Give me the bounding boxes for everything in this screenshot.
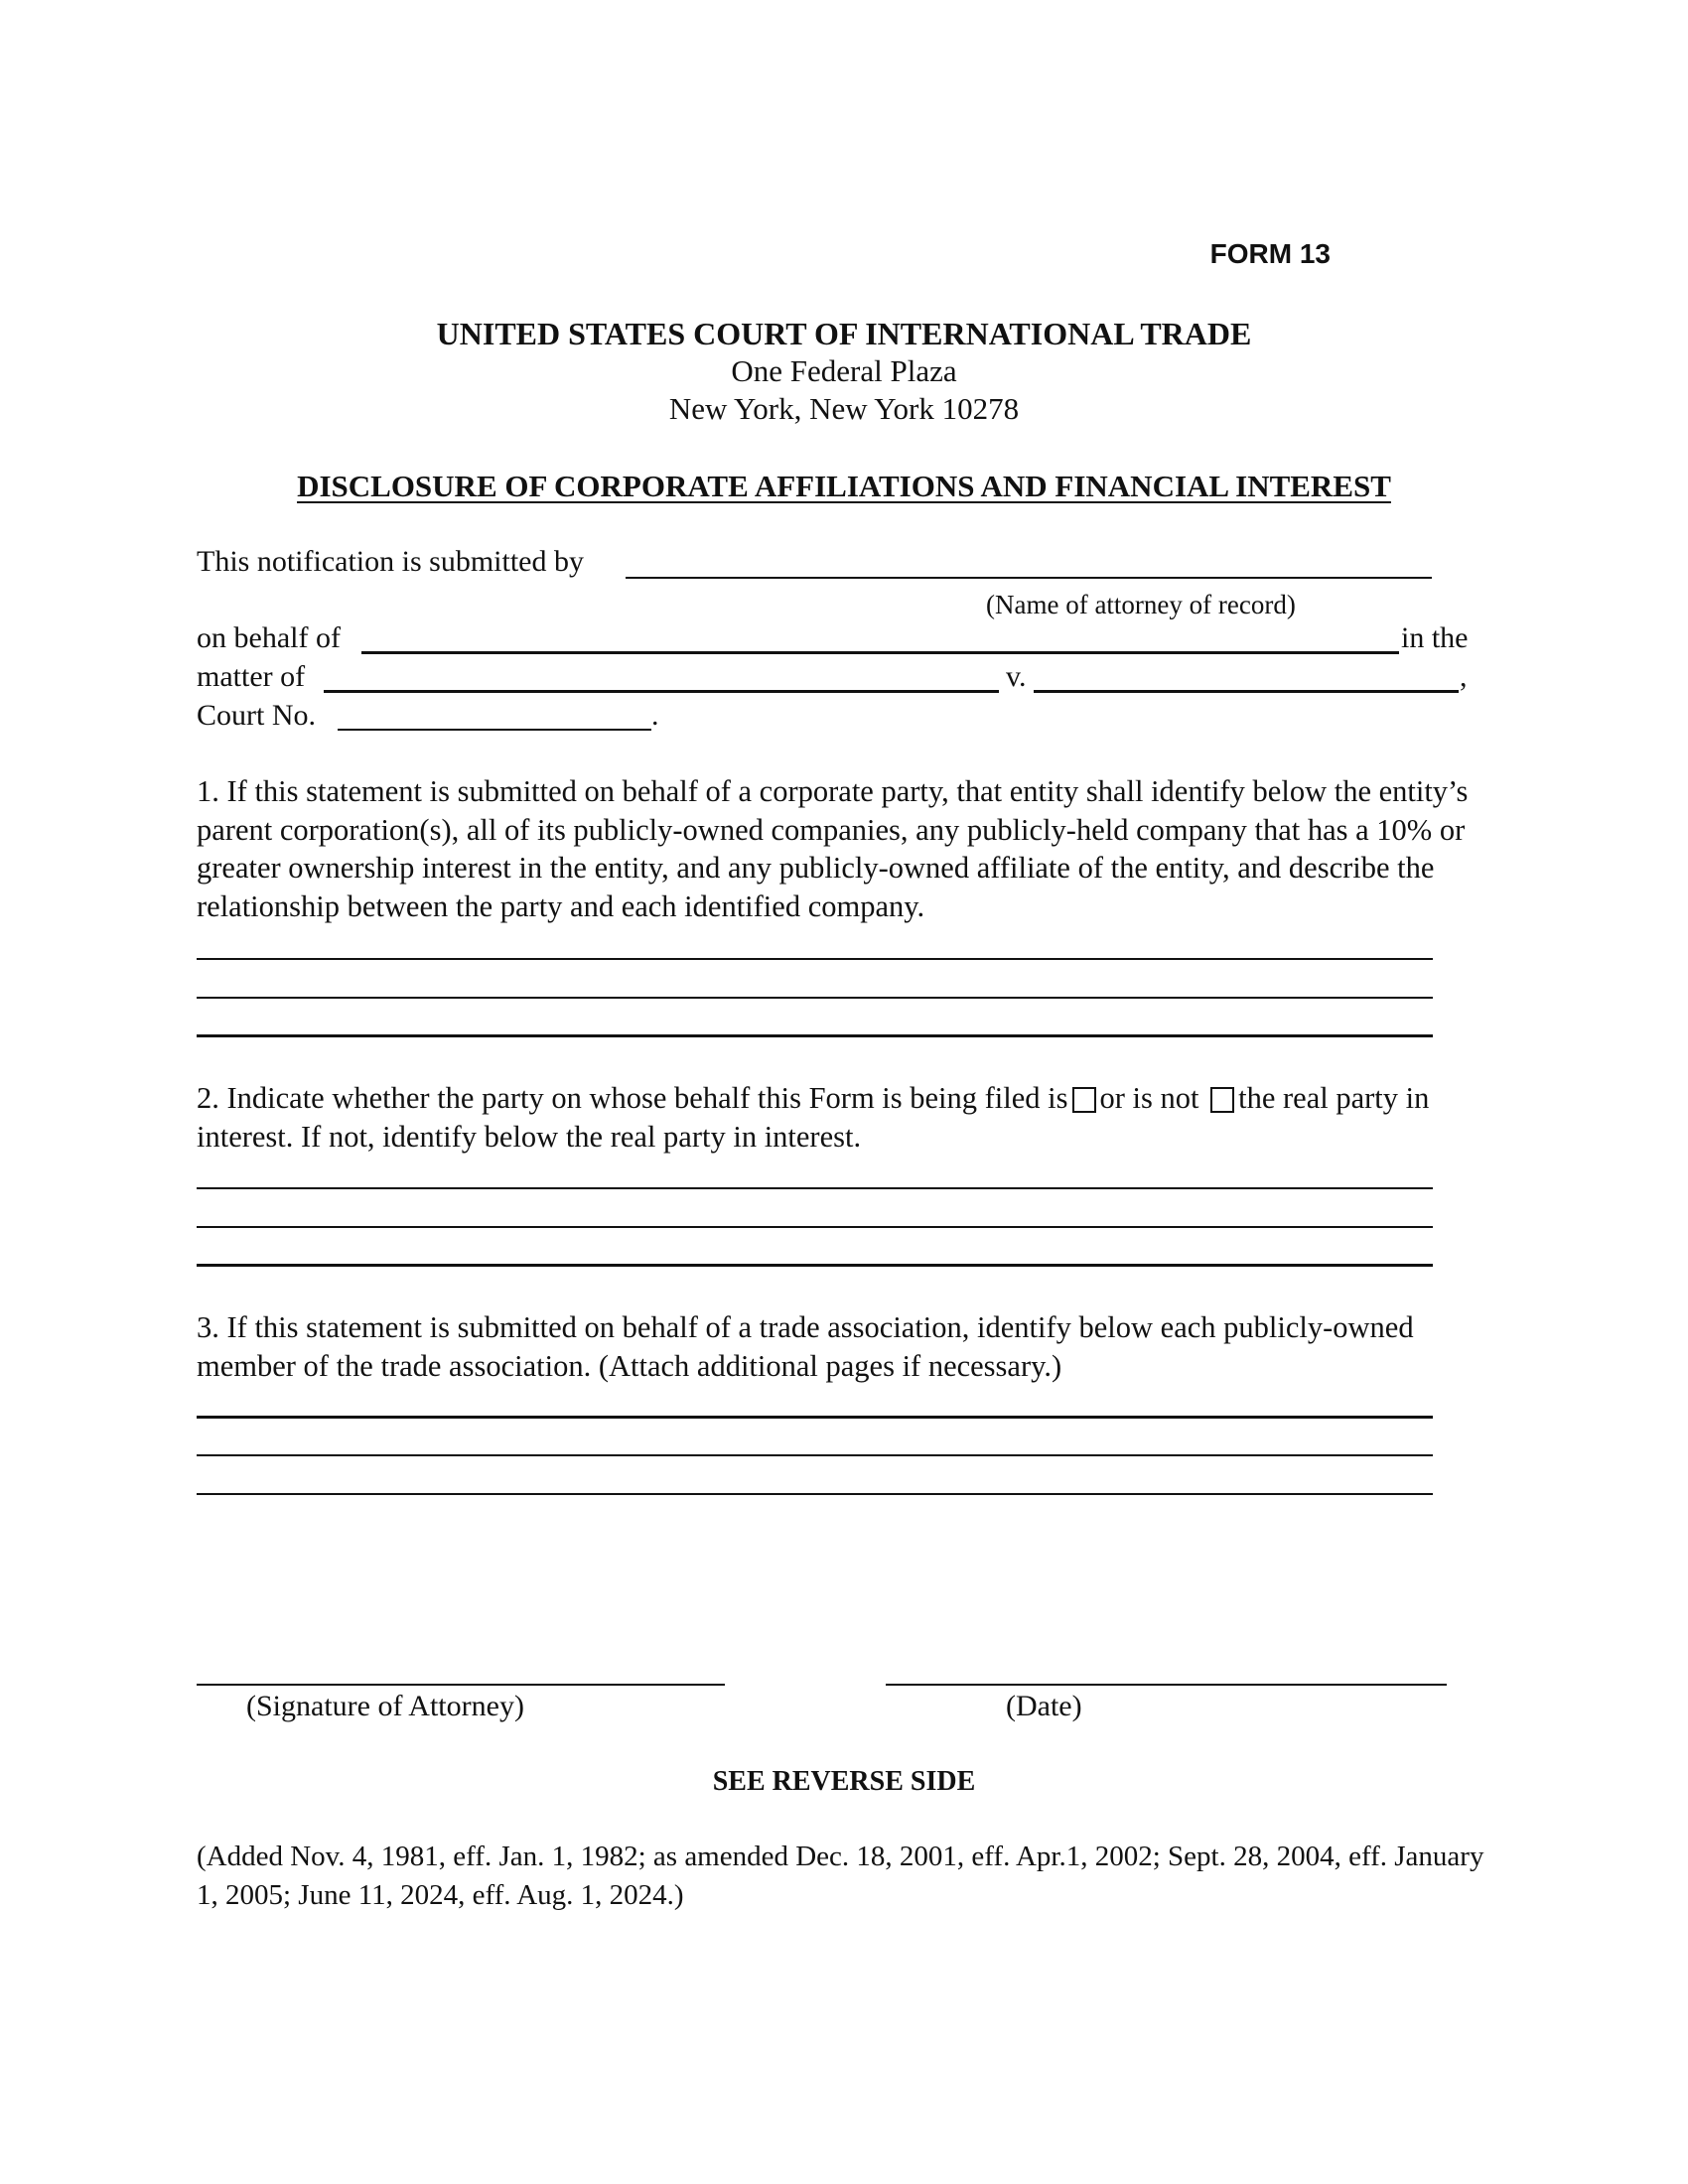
- comma: ,: [1460, 660, 1468, 693]
- signature-caption: (Signature of Attorney): [246, 1690, 524, 1722]
- in-the-label: in the: [1401, 621, 1469, 654]
- section-2-line-2[interactable]: [197, 1226, 1433, 1228]
- section-3-line-3[interactable]: [197, 1493, 1433, 1495]
- form-number: FORM 13: [1209, 238, 1331, 269]
- submitted-by-label: This notification is submitted by: [197, 545, 584, 578]
- date-caption: (Date): [1006, 1690, 1082, 1722]
- section-1-line-1[interactable]: [197, 958, 1433, 960]
- section-2-text-part2: or is not: [1099, 1081, 1199, 1115]
- amendment-history: (Added Nov. 4, 1981, eff. Jan. 1, 1982; as amended Dec. 18, 2001, eff. Apr.1, 2002; Sept. 28, 2004, eff. January 1, 2005; June 11, 2024, eff. Aug. 1, 2024.): [197, 1841, 1484, 1911]
- date-line[interactable]: [886, 1684, 1447, 1686]
- on-behalf-field[interactable]: [361, 651, 1399, 654]
- signature-line[interactable]: [197, 1684, 725, 1686]
- matter-label: matter of: [197, 660, 306, 693]
- section-2-text-part3: the real party in interest. If not, identify below the real party in interest.: [197, 1081, 1430, 1154]
- section-2-line-1[interactable]: [197, 1187, 1433, 1189]
- see-reverse-side: SEE REVERSE SIDE: [712, 1766, 976, 1797]
- section-2-text: [197, 1079, 1497, 1156]
- on-behalf-label: on behalf of: [197, 621, 341, 654]
- court-address-line2: New York, New York 10278: [668, 391, 1020, 426]
- versus-label: v.: [1006, 660, 1027, 693]
- defendant-field[interactable]: [1034, 690, 1459, 693]
- section-3-line-1[interactable]: [197, 1416, 1433, 1419]
- section-1-text: 1. If this statement is submitted on behalf of a corporate party, that entity shall identify below the entity’s parent corporation(s), all of its publicly-owned companies, any publicly-held company that has a 10% or greater ownership interest in the entity, and any publicly-owned affiliate of the entity, and describe the relationship between the party and each identified company.: [197, 774, 1469, 923]
- court-address-line1: One Federal Plaza: [731, 353, 957, 388]
- court-no-period: .: [651, 699, 659, 732]
- is-not-real-party-checkbox[interactable]: [1210, 1087, 1234, 1113]
- plaintiff-field[interactable]: [324, 690, 999, 693]
- section-2-line-3[interactable]: [197, 1264, 1433, 1267]
- section-2-text-part1: 2. Indicate whether the party on whose behalf this Form is being filed is: [197, 1081, 1068, 1115]
- court-name: UNITED STATES COURT OF INTERNATIONAL TRADE: [436, 316, 1252, 351]
- section-1-line-2[interactable]: [197, 997, 1433, 999]
- section-3-text: 3. If this statement is submitted on behalf of a trade association, identify below each publicly-owned member of the trade association. (Attach additional pages if necessary.): [197, 1310, 1414, 1383]
- section-3-line-2[interactable]: [197, 1454, 1433, 1456]
- attorney-name-field[interactable]: [626, 577, 1432, 579]
- court-no-field[interactable]: [338, 729, 651, 731]
- attorney-caption: (Name of attorney of record): [986, 590, 1296, 619]
- section-1-line-3[interactable]: [197, 1034, 1433, 1037]
- is-real-party-checkbox[interactable]: [1072, 1087, 1096, 1113]
- form-title: DISCLOSURE OF CORPORATE AFFILIATIONS AND FINANCIAL INTEREST: [297, 469, 1391, 503]
- court-no-label: Court No.: [197, 699, 316, 732]
